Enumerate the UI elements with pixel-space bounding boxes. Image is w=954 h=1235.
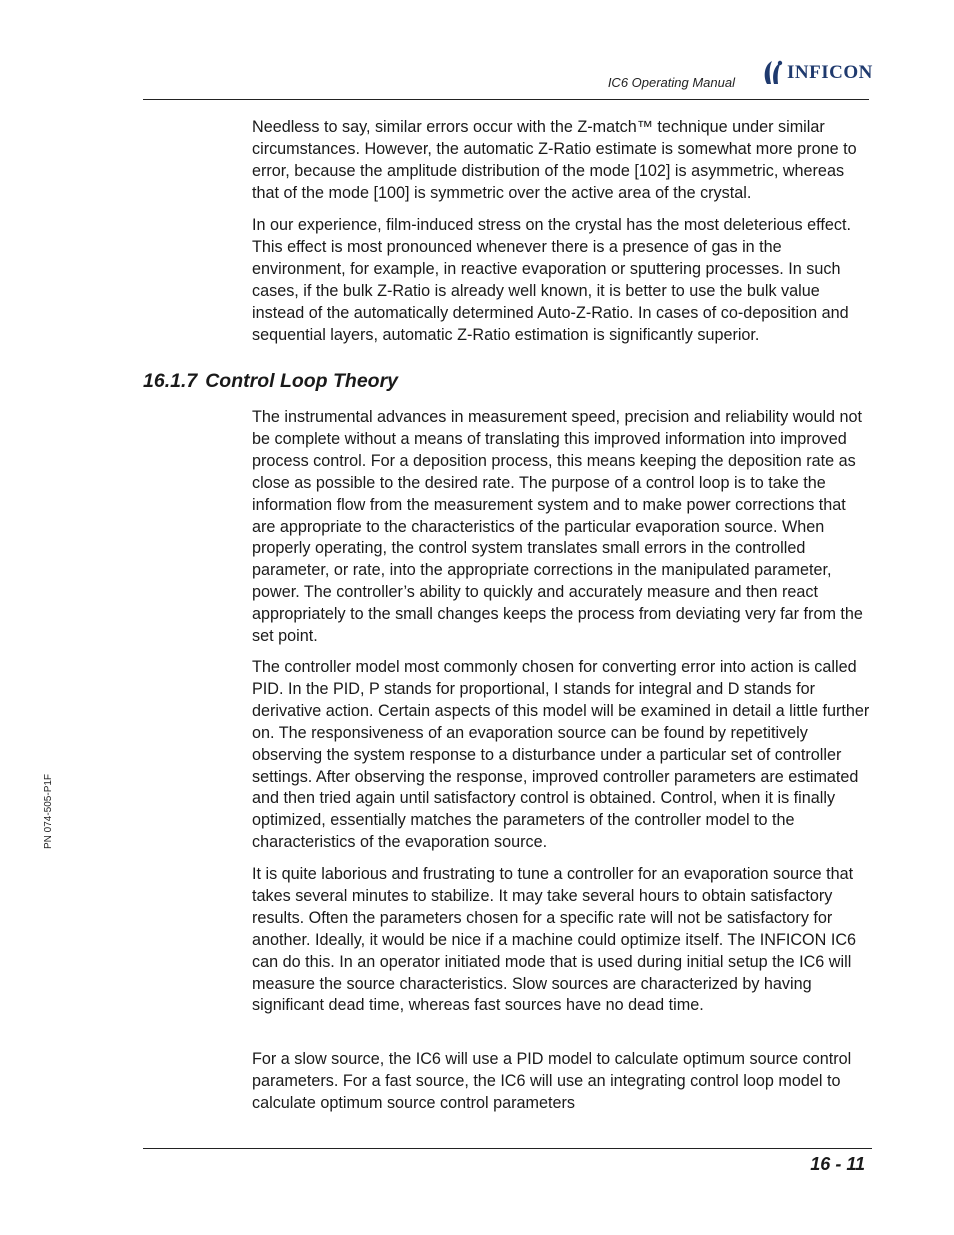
inficon-logo-icon [760, 59, 784, 85]
header-rule [143, 99, 869, 100]
running-header-title: IC6 Operating Manual [607, 75, 735, 90]
section-heading [143, 370, 398, 393]
logo-wordmark: INFICON [787, 61, 873, 83]
paragraph-text: The controller model most commonly chosen for converting error into action is called PID. In the PID, P stands for proportional, I stands for integral and D stands for derivative action. Certain aspects of this model will be examined in detail a little further on. The responsiveness of an evaporation source can be found by repetitively observing the system response to a disturbance under a particular set of controller settings. After observing the response, improved controller parameters are estimated and then tried again until satisfactory control is obtained. Control, when it is finally optimized, essentially matches the parameters of the controller model to the characteristics of the evaporation source. [252, 658, 870, 852]
paragraph-text: Needless to say, similar errors occur with the Z-match™ technique under similar circumstances. However, the automatic Z-Ratio estimate is somewhat more prone to error, because the amplitude distribution of the mode [102] is asymmetric, whereas that of the mode [100] is symmetric over the active area of the crystal. [252, 118, 857, 202]
paragraph-text: It is quite laborious and frustrating to tune a controller for an evaporation source that takes several minutes to stabilize. It may take several hours to obtain satisfactory results. Often the parameters chosen for a specific rate will not be satisfactory for another. Ideally, it would be nice if a machine could optimize itself. The INFICON IC6 can do this. In an operator initiated mode that is used during initial setup the IC6 will measure the source characteristics. Slow sources are characterized by having significant dead time, whereas fast sources have no dead time. [252, 865, 857, 1015]
paragraph-text: In our experience, film-induced stress on the crystal has the most deleterious effect. This effect is most pronounced whenever there is a presence of gas in the environment, for example, in reactive evaporation or sputtering processes. In such cases, if the bulk Z-Ratio is already well known, it is better to use the bulk value instead of the automatically determined Auto-Z-Ratio. In cases of co-deposition and sequential layers, automatic Z-Ratio estimation is significantly superior. [252, 216, 851, 344]
paragraph-text: For a slow source, the IC6 will use a PID model to calculate optimum source control parameters. For a fast source, the IC6 will use an integrating control loop model to calculate optimum source control parameters [252, 1050, 852, 1112]
footer-rule [143, 1148, 872, 1149]
section-paragraph-4 [252, 1049, 870, 1115]
section-title: Control Loop Theory [205, 370, 399, 392]
paragraph-text: The instrumental advances in measurement speed, precision and reliability would not be complete without a means of translating this improved information into improved process control. For a deposition process, this means keeping the deposition rate as close as possible to the desired rate. The purpose of a control loop is to take the information flow from the measurement system and to make power corrections that are appropriate to the characteristics of the particular evaporation source. When properly operating, the control system translates small errors in the controlled parameter, or rate, into the appropriate corrections in the manipulated parameter, power. The controller’s ability to quickly and accurately measure and then react appropriately to the small changes keeps the process from deviating very far from the set point. [252, 408, 863, 646]
page-number: 16 - 11 [810, 1154, 865, 1174]
intro-paragraph-1 [252, 117, 870, 205]
inficon-logo [760, 58, 873, 86]
section-number: 16.1.7 [143, 370, 198, 392]
section-paragraph-3 [252, 864, 870, 1017]
section-paragraph-1 [252, 407, 870, 648]
intro-paragraph-2 [252, 215, 870, 346]
part-number: PN 074-505-P1F [43, 773, 54, 849]
section-paragraph-2 [252, 657, 870, 854]
